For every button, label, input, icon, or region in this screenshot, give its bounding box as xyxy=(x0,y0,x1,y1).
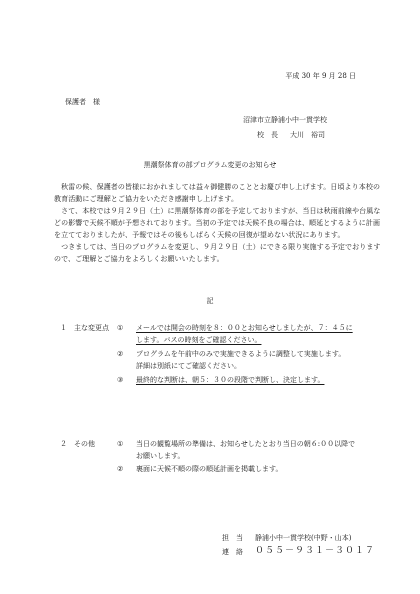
body-paragraph-request: つきましては、当日のプログラムを変更し、９月２９日（土）にできる限り実施する予定でおりますので、ご理解とご協力をよろしくお願いいたします。 xyxy=(54,243,381,263)
contact-renraku-label: 連 絡 xyxy=(222,548,243,556)
item-text-line1: 裏面に天候不順の際の順延計画を掲載します。 xyxy=(136,465,283,473)
principal-title: 校 長 xyxy=(257,131,278,139)
item-text-line1: 当日の観覧場所の準備は、お知らせしたとおり当日の朝６:００以降で xyxy=(136,440,356,448)
item-number: ② xyxy=(117,350,124,358)
item-number: ① xyxy=(117,440,124,448)
contact-tantou-label: 担 当 xyxy=(222,534,243,542)
contact-tantou-value: 静浦小中一貫学校(中野・山本) xyxy=(255,534,352,542)
section2-label: ２ その他 xyxy=(60,440,95,448)
item-number: ③ xyxy=(117,376,124,384)
item-text-line2: お願いします。 xyxy=(136,452,185,460)
item-text-prefix: 最終的な判断は、 xyxy=(136,376,192,384)
contact-phone: ０５５－９３１－３０１７ xyxy=(255,546,376,556)
sender-school: 沼津市立静浦小中一貫学校 xyxy=(243,116,327,124)
item-text-line1: プログラムを午前中のみで実施できるように調整して実施します。 xyxy=(136,350,346,358)
item-text-line2: します。バスの時刻をご確認ください。 xyxy=(136,336,262,344)
item-text-underlined: 朝５：３０の段階で判断し、決定します。 xyxy=(192,376,325,384)
body-paragraph-situation: さて、本校では９月２９日（土）に黒潮祭体育の部を予定しておりますが、当日は秋雨前線や台風などの影響で天候不順が予想されております。当初の予定では天候不良の場合は、順延とするように計画を立てておりましたが、予報ではその後もしばらく天候の回復が望めない状況にあります。 xyxy=(54,207,381,239)
section1-label: １ 主な変更点 xyxy=(60,324,109,332)
item-text-line1 xyxy=(136,377,324,384)
document-date: 平成 30 年 9 月 28 日 xyxy=(285,72,356,80)
item-number: ② xyxy=(117,465,124,473)
document-title: 黒潮祭体育の部プログラム変更のお知らせ xyxy=(143,161,277,169)
item-text-line1: メールでは開会の時刻を８：００とお知らせしましたが、７：４５に xyxy=(136,324,353,332)
body-text xyxy=(54,181,384,265)
recipient: 保護者 様 xyxy=(65,98,100,106)
principal-name: 大川 裕司 xyxy=(290,131,325,139)
body-paragraph-greeting: 秋雷の候、保護者の皆様におかれましては益々御健勝のこととお慶び申し上げます。日頃より本校の教育活動にご理解とご協力をいただき感謝申し上げます。 xyxy=(54,183,381,203)
item-number: ① xyxy=(117,324,124,332)
ki-heading: 記 xyxy=(206,297,214,305)
item-text-line2: 詳細は別紙にてご確認ください。 xyxy=(136,362,241,370)
